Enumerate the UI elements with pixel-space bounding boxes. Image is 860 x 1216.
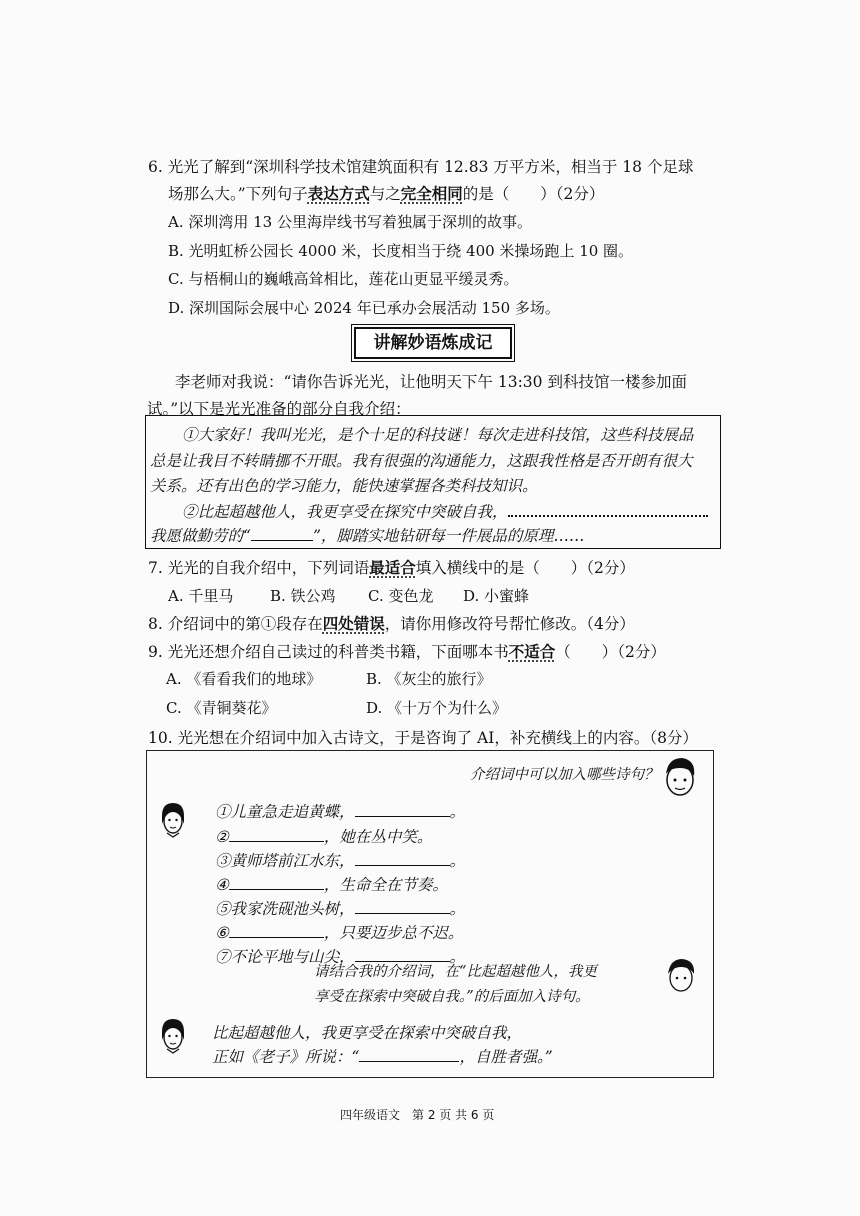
q6-option-c[interactable]: C. 与梧桐山的巍峨高耸相比，莲花山更显平缓灵秀。 bbox=[168, 270, 519, 288]
q7-option-a[interactable]: A. 千里马 bbox=[168, 587, 234, 605]
answer-line2-pre: 正如《老子》所说：“ bbox=[212, 1048, 360, 1066]
poem-line-2 bbox=[215, 825, 432, 847]
q8-stem-post: ，请你用修改符号帮忙修改。（4分） bbox=[384, 615, 635, 633]
boy-avatar-icon bbox=[664, 956, 698, 998]
poem-6-pre: ⑥ bbox=[215, 924, 229, 942]
q6-emphasis-expression: 表达方式 bbox=[307, 184, 370, 203]
intro-p1-line3: 关系。还有出色的学习能力，能快速掌握各类科技知识。 bbox=[150, 477, 538, 495]
laozi-blank[interactable] bbox=[359, 1047, 459, 1062]
intro-p2-line1 bbox=[182, 500, 708, 522]
poem-2-pre: ② bbox=[215, 828, 229, 846]
intro-p2-line2 bbox=[150, 524, 584, 546]
q6-line2-pre: 场那么大。”下列句子 bbox=[168, 185, 308, 203]
poem-1-post: 。 bbox=[449, 803, 466, 821]
poem-5-blank[interactable] bbox=[355, 899, 450, 914]
section-title: 讲解妙语炼成记 bbox=[354, 327, 512, 359]
q8-emphasis: 四处错误 bbox=[322, 614, 385, 633]
q6-line2-post: 的是（ ）（2分） bbox=[462, 185, 605, 203]
ai-avatar-icon bbox=[158, 1016, 188, 1054]
chat-question2-line1: 请结合我的介绍词，在“比起超越他人，我更 bbox=[314, 964, 597, 980]
poem-6-post: ，只要迈步总不迟。 bbox=[323, 924, 464, 942]
poem-2-blank[interactable] bbox=[229, 827, 324, 842]
q10-stem: 10. 光光想在介绍词中加入古诗文，于是咨询了 AI，补充横线上的内容。（8分） bbox=[148, 729, 698, 747]
poem-1-blank[interactable] bbox=[355, 802, 450, 817]
poem-5-pre: ⑤我家洗砚池头树， bbox=[215, 900, 355, 918]
q9-option-d[interactable]: D. 《十万个为什么》 bbox=[366, 699, 508, 717]
poem-4-post: ，生命全在节奏。 bbox=[323, 876, 448, 894]
boy-avatar-icon bbox=[660, 754, 700, 802]
q9-stem-post: （ ）（2分） bbox=[555, 643, 666, 661]
poem-3-blank[interactable] bbox=[355, 851, 450, 866]
poem-2-post: ，她在丛中笑。 bbox=[323, 828, 433, 846]
intro-p2-line2-post: ”，脚踏实地钻研每一件展品的原理…… bbox=[312, 527, 585, 545]
scenario-line2: 试。”以下是光光准备的部分自我介绍： bbox=[147, 400, 411, 418]
intro-p2-wavy-blank[interactable] bbox=[508, 501, 708, 517]
q7-stem-pre: 7. 光光的自我介绍中，下列词语 bbox=[148, 559, 370, 577]
q6-emphasis-same: 完全相同 bbox=[400, 184, 463, 203]
q6-option-a[interactable]: A. 深圳湾用 13 公里海岸线书写着独属于深圳的故事。 bbox=[168, 213, 532, 231]
q8-stem-pre: 8. 介绍词中的第①段存在 bbox=[148, 615, 323, 633]
q7-stem bbox=[148, 556, 635, 578]
q6-option-d[interactable]: D. 深圳国际会展中心 2024 年已承办会展活动 150 多场。 bbox=[168, 299, 560, 317]
chat-answer-line1: 比起超越他人，我更享受在探索中突破自我， bbox=[212, 1024, 523, 1042]
q7-stem-post: 填入横线中的是（ ）（2分） bbox=[415, 559, 635, 577]
chat-question2-line2: 享受在探索中突破自我。”的后面加入诗句。 bbox=[314, 989, 590, 1005]
q7-option-d[interactable]: D. 小蜜蜂 bbox=[463, 587, 530, 605]
q8-stem bbox=[148, 612, 635, 634]
poem-3-pre: ③黄师塔前江水东， bbox=[215, 852, 355, 870]
intro-p2-line2-pre: 我愿做勤劳的“ bbox=[150, 527, 251, 545]
q9-option-b[interactable]: B. 《灰尘的旅行》 bbox=[366, 670, 492, 688]
ai-avatar-icon bbox=[158, 800, 188, 838]
q7-emphasis: 最适合 bbox=[369, 558, 416, 577]
poem-line-3 bbox=[215, 849, 465, 871]
q9-stem-pre: 9. 光光还想介绍自己读过的科普类书籍，下面哪本书 bbox=[148, 643, 509, 661]
poem-4-pre: ④ bbox=[215, 876, 229, 894]
q9-option-a[interactable]: A. 《看看我们的地球》 bbox=[166, 670, 322, 688]
q7-option-b[interactable]: B. 铁公鸡 bbox=[270, 587, 336, 605]
q7-option-c[interactable]: C. 变色龙 bbox=[368, 587, 434, 605]
q9-option-c[interactable]: C. 《青铜葵花》 bbox=[166, 699, 277, 717]
poem-1-pre: ①儿童急走追黄蝶， bbox=[215, 803, 355, 821]
poem-5-post: 。 bbox=[449, 900, 466, 918]
poem-line-4 bbox=[215, 873, 448, 895]
intro-p2-line1-text: ②比起超越他人，我更享受在探究中突破自我， bbox=[182, 503, 508, 521]
intro-p1-line2: 总是让我目不转睛挪不开眼。我有很强的沟通能力，这跟我性格是否开朗有很大 bbox=[150, 452, 693, 470]
q6-line1: 6. 光光了解到“深圳科学技术馆建筑面积有 12.83 万平方米，相当于 18 个足球 bbox=[148, 158, 694, 176]
page-footer: 四年级语文 第 2 页 共 6 页 bbox=[340, 1108, 495, 1122]
q6-option-b[interactable]: B. 光明虹桥公园长 4000 米，长度相当于绕 400 米操场跑上 10 圈。 bbox=[168, 242, 634, 260]
q6-line2 bbox=[168, 182, 604, 204]
answer-line2-post: ，自胜者强。” bbox=[459, 1048, 553, 1066]
poem-7-post: 。 bbox=[449, 948, 466, 966]
chat-answer-line2 bbox=[212, 1045, 553, 1067]
q9-stem bbox=[148, 640, 666, 662]
poem-6-blank[interactable] bbox=[229, 923, 324, 938]
intro-p1-line1: ①大家好！我叫光光，是个十足的科技谜！每次走进科技馆，这些科技展品 bbox=[182, 426, 694, 444]
poem-line-6 bbox=[215, 921, 463, 943]
chat-question1: 介绍词中可以加入哪些诗句？ bbox=[470, 767, 659, 783]
poem-line-1 bbox=[215, 800, 465, 822]
poem-line-5 bbox=[215, 897, 465, 919]
intro-p2-blank[interactable] bbox=[251, 526, 313, 541]
poem-4-blank[interactable] bbox=[229, 875, 324, 890]
scenario-line1: 李老师对我说：“请你告诉光光，让他明天下午 13:30 到科技馆一楼参加面 bbox=[175, 373, 687, 391]
q6-line2-mid: 与之 bbox=[369, 185, 401, 203]
poem-7-pre: ⑦不论平地与山尖， bbox=[215, 948, 355, 966]
q9-emphasis: 不适合 bbox=[508, 642, 556, 661]
poem-3-post: 。 bbox=[449, 852, 466, 870]
